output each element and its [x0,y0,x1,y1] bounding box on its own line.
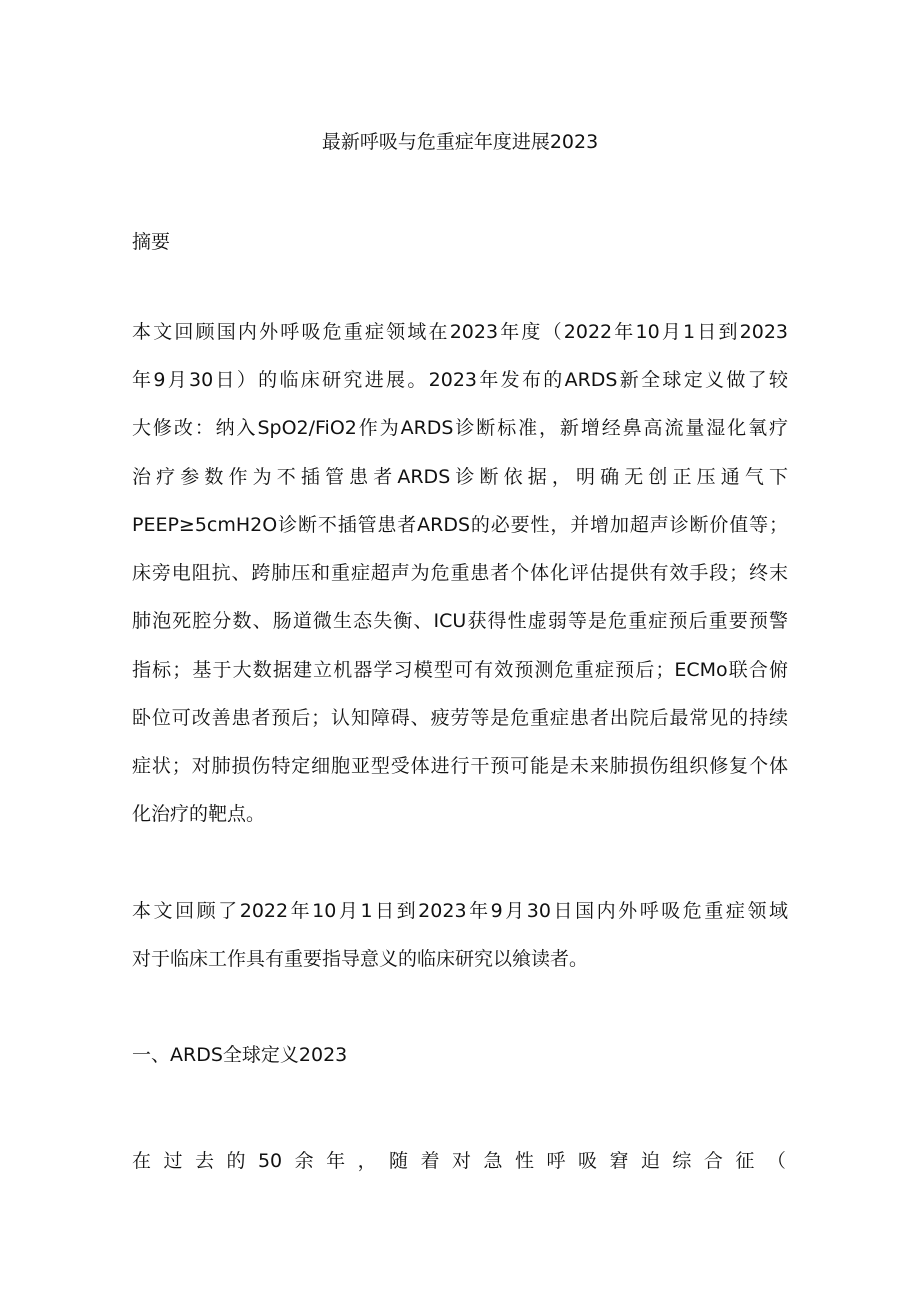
abstract-line: 症状；对肺损伤特定细胞亚型受体进行干预可能是未来肺损伤组织修复个体 [132,755,788,777]
body-line-spaced [132,1147,786,1175]
body-token: 迫 [640,1150,660,1172]
body-token: 在 [132,1150,152,1172]
abstract-line: 大修改：纳入SpO2/FiO2作为ARDS诊断标准，新增经鼻高流量湿化氧疗 [132,417,788,439]
body-token: 50 [257,1150,283,1172]
body-token: 合 [703,1150,723,1172]
abstract-line: 年9月30日）的临床研究进展。2023年发布的ARDS新全球定义做了较 [132,369,788,391]
body-token: 窘 [609,1150,629,1172]
body-token: 余 [294,1150,314,1172]
document-title: 最新呼吸与危重症年度进展2023 [321,131,599,153]
abstract-line: 本文回顾国内外呼吸危重症领域在2023年度（2022年10月1日到2023 [132,321,788,343]
abstract-line: 肺泡死腔分数、肠道微生态失衡、ICU获得性虚弱等是危重症预后重要预警 [132,610,788,632]
body-token: 去 [194,1150,214,1172]
abstract-line: 床旁电阻抗、跨肺压和重症超声为危重患者个体化评估提供有效手段；终末 [132,562,788,584]
body-token: 年 [326,1150,346,1172]
abstract-line: PEEP≥5cmH2O诊断不插管患者ARDS的必要性，并增加超声诊断价值等； [132,514,788,536]
body-token: 对 [452,1150,472,1172]
body-token: （ [766,1150,786,1172]
abstract-line: 指标；基于大数据建立机器学习模型可有效预测危重症预后；ECMo联合俯 [132,659,788,681]
body-token: 综 [672,1150,692,1172]
section-heading: 一、ARDS全球定义2023 [132,1044,348,1066]
abstract-heading: 摘要 [132,231,171,253]
intro-line: 本文回顾了2022年10月1日到2023年9月30日国内外呼吸危重症领域 [132,900,788,922]
body-token: 呼 [546,1150,566,1172]
body-token: 着 [420,1150,440,1172]
body-token: 吸 [577,1150,597,1172]
body-token: 性 [514,1150,534,1172]
abstract-line: 卧位可改善患者预后；认知障碍、疲劳等是危重症患者出院后最常见的持续 [132,707,788,729]
abstract-line: 化治疗的靶点。 [132,803,266,825]
body-token: 急 [483,1150,503,1172]
body-token: 随 [389,1150,409,1172]
body-token: 征 [735,1150,755,1172]
abstract-line: 治疗参数作为不插管患者ARDS诊断依据，明确无创正压通气下 [132,466,788,488]
body-token: ， [357,1150,377,1172]
intro-line: 对于临床工作具有重要指导意义的临床研究以飨读者。 [132,948,589,970]
body-token: 的 [226,1150,246,1172]
body-token: 过 [163,1150,183,1172]
